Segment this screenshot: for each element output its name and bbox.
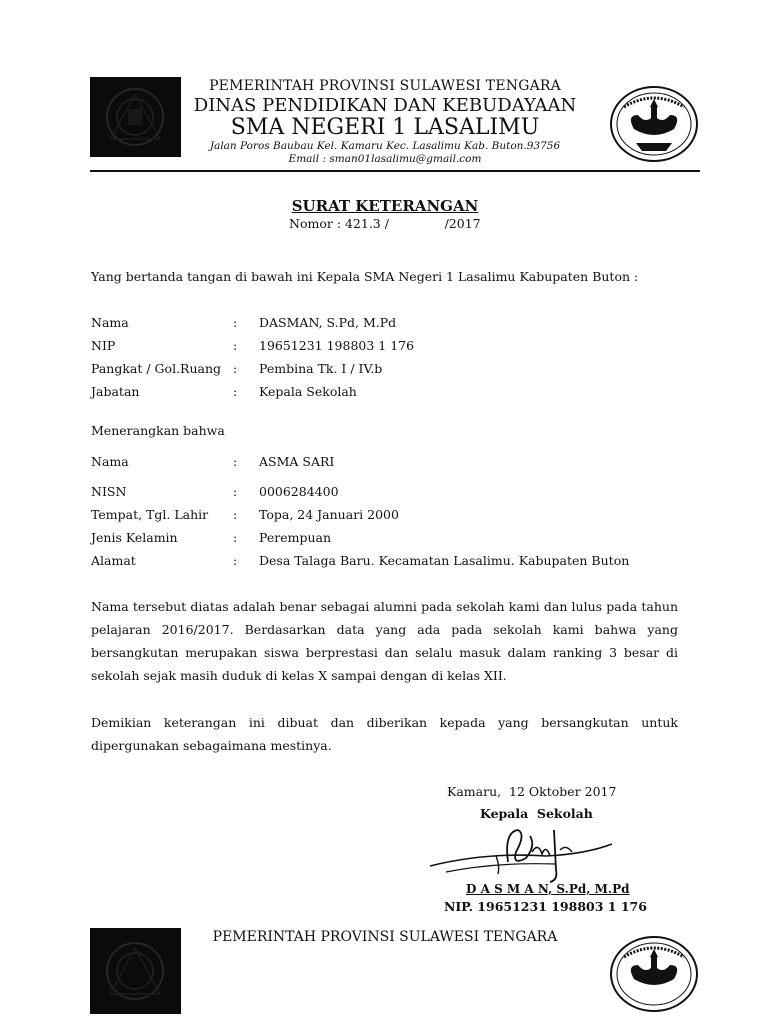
intro-text: Yang bertanda tangan di bawah ini Kepala SMA Negeri 1 Lasalimu Kabupaten Buton : (91, 269, 639, 284)
field-label: NISN (91, 484, 127, 499)
field-label: NIP (91, 338, 116, 353)
field-value: 0006284400 (259, 484, 339, 499)
letterhead-address: Jalan Poros Baubau Kel. Kamaru Kec. Lasalimu Kab. Buton.93756 (209, 140, 561, 152)
letterhead-school: SMA NEGERI 1 LASALIMU (230, 115, 540, 140)
field-separator: : (233, 361, 238, 376)
field-separator: : (233, 530, 238, 545)
letterhead-government: PEMERINTAH PROVINSI SULAWESI TENGARA (209, 78, 561, 94)
document-title: SURAT KETERANGAN (291, 197, 479, 215)
field-label: Tempat, Tgl. Lahir (91, 507, 209, 522)
signature-place-date: Kamaru, 12 Oktober 2017 (447, 784, 617, 799)
section-label: Menerangkan bahwa (91, 423, 225, 438)
tut-wuri-handayani-logo-footer (608, 935, 700, 1013)
signature-position: Kepala Sekolah (480, 806, 593, 821)
field-value: Topa, 24 Januari 2000 (259, 507, 399, 522)
field-separator: : (233, 384, 238, 399)
field-separator: : (233, 553, 238, 568)
field-value: Perempuan (259, 530, 332, 545)
field-value: Kepala Sekolah (259, 384, 357, 399)
field-separator: : (233, 454, 238, 469)
body-paragraph: Nama tersebut diatas adalah benar sebagai alumni pada sekolah kami dan lulus pada tahun pelajaran 2016/2017. Berdasarkan data yang ada pada sekolah kami bahwa yang bersangkutan merupakan siswa berprestasi dan selalu masuk dalam ranking 3 besar di sekolah sejak masih duduk di kelas X sampai dengan di kelas XII. (91, 599, 678, 683)
letterhead-department: DINAS PENDIDIKAN DAN KEBUDAYAAN (193, 95, 577, 116)
document-number: Nomor : 421.3 / /2017 (289, 216, 481, 231)
field-value: DASMAN, S.Pd, M.Pd (259, 315, 397, 330)
field-separator: : (233, 315, 238, 330)
field-separator: : (233, 484, 238, 499)
letterhead-divider (90, 170, 700, 172)
field-value: 19651231 198803 1 176 (259, 338, 415, 353)
footer-letterhead-government: PEMERINTAH PROVINSI SULAWESI TENGARA (212, 929, 558, 945)
field-separator: : (233, 507, 238, 522)
field-label: Jenis Kelamin (91, 530, 178, 545)
field-label: Alamat (91, 553, 136, 568)
field-label: Nama (91, 454, 129, 469)
tut-wuri-handayani-logo (608, 85, 700, 163)
field-value: Desa Talaga Baru. Kecamatan Lasalimu. Kabupaten Buton (259, 553, 630, 568)
field-label: Nama (91, 315, 129, 330)
letterhead-email: Email : sman01lasalimu@gmail.com (288, 153, 482, 165)
field-label: Pangkat / Gol.Ruang (91, 361, 222, 376)
field-separator: : (233, 338, 238, 353)
signer-nip: NIP. 19651231 198803 1 176 (444, 899, 647, 914)
field-label: Jabatan (91, 384, 140, 399)
field-value: Pembina Tk. I / IV.b (259, 361, 383, 376)
signer-name: D A S M A N, S.Pd, M.Pd (466, 882, 630, 896)
closing-paragraph: Demikian keterangan ini dibuat dan diberikan kepada yang bersangkutan untuk dipergunakan sebagaimana mestinya. (91, 715, 678, 753)
field-value: ASMA SARI (259, 454, 335, 469)
